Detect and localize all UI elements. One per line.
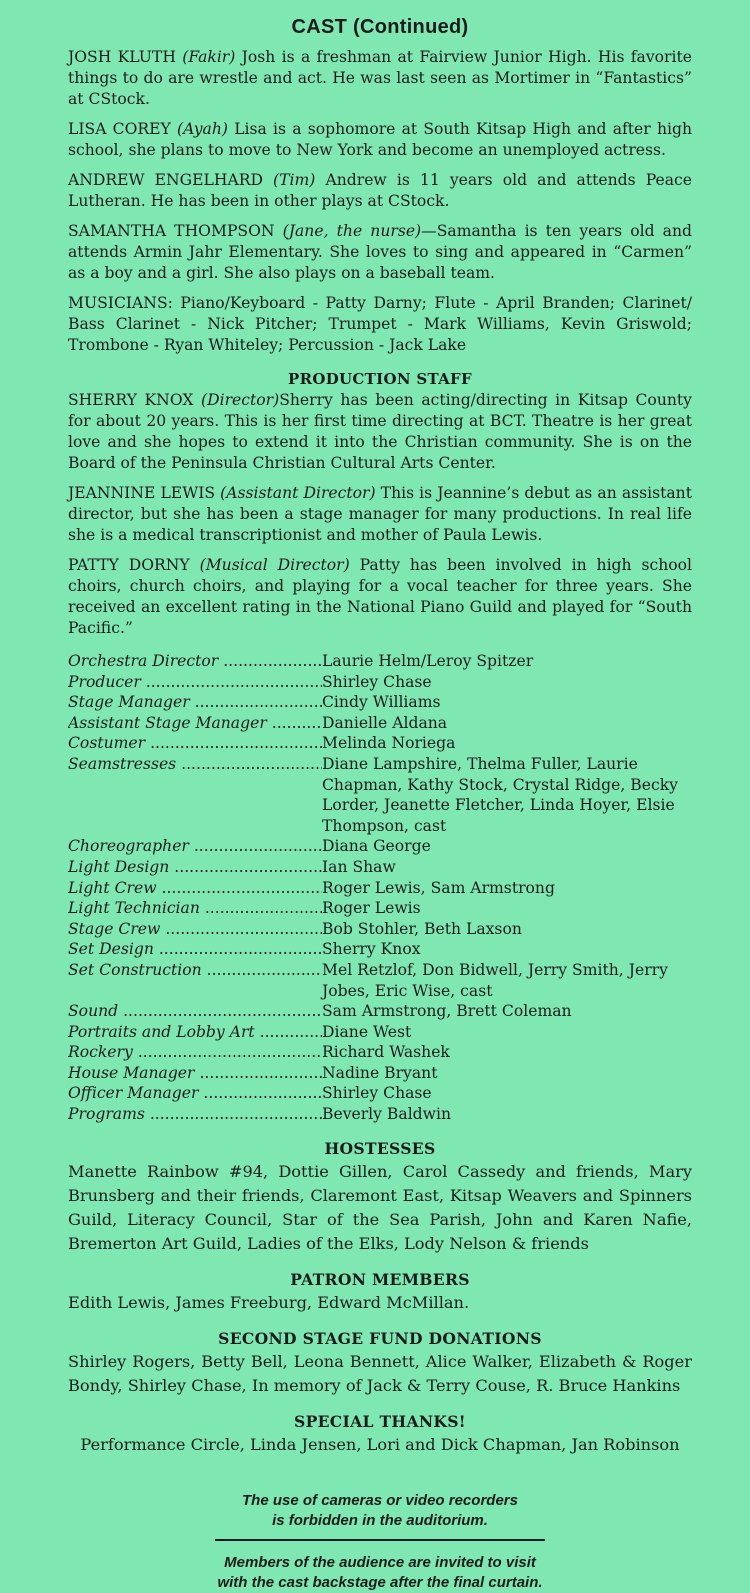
divider-rule	[215, 1539, 545, 1541]
cast-bio	[68, 170, 692, 212]
staff-credit-names: Sam Armstrong, Brett Coleman	[322, 1002, 572, 1021]
staff-credit-row	[68, 1022, 692, 1043]
staff-credit-row	[68, 1063, 692, 1084]
staff-credit-names: Laurie Helm/Leroy Spitzer	[322, 652, 534, 670]
hostesses-heading: HOSTESSES	[324, 1138, 436, 1158]
staff-credit-names: Melinda Noriega	[322, 734, 456, 753]
staff-credit-names: Sherry Knox	[322, 940, 421, 959]
staff-name: SHERRY KNOX	[68, 391, 194, 409]
cast-bio-text: Andrew is 11 years old and attends Peace Lutheran. He has been in other plays at CStock.	[68, 171, 692, 210]
staff-credit-role: Seamstresses .....	[68, 754, 322, 836]
staff-bio	[68, 555, 692, 639]
staff-credit-row	[68, 651, 692, 672]
staff-credit-row	[68, 672, 692, 693]
staff-credit-names: Diane Lampshire, Thelma Fuller, Laurie Chapman, Kathy Stock, Crystal Ridge, Becky Lorder, Jeanette Fletcher, Linda Hoyer, Elsie Thompson, cast	[322, 754, 678, 835]
staff-credit-role: Costumer .....	[68, 733, 322, 754]
staff-credit-names: Bob Stohler, Beth Laxson	[322, 919, 522, 938]
staff-credit-names: Beverly Baldwin	[322, 1105, 452, 1124]
staff-bio-role: (Musical Director)	[199, 556, 350, 574]
backstage-notice-line: Members of the audience are invited to visit	[224, 1553, 536, 1571]
cast-bio	[68, 221, 692, 284]
cast-name: LISA COREY	[68, 120, 171, 138]
camera-notice-line: is forbidden in the auditorium.	[272, 1511, 488, 1529]
staff-credit-row	[68, 1001, 692, 1022]
special-thanks-list: Performance Circle, Linda Jensen, Lori and Dick Chapman, Jan Robinson	[80, 1434, 680, 1454]
cast-list	[68, 47, 692, 356]
staff-credit-row	[68, 878, 692, 899]
staff-name: PATTY DORNY	[68, 556, 190, 574]
cast-name: JOSH KLUTH	[68, 48, 176, 66]
cast-bio-text: Lisa is a sophomore at South Kitsap High and after high school, she plans to move to New York and become an unemployed actress.	[68, 120, 693, 159]
cast-role: (Fakir)	[182, 48, 236, 66]
donations-list: Shirley Rogers, Betty Bell, Leona Bennett, Alice Walker, Elizabeth & Roger Bondy, Shirley Chase, In memory of Jack & Terry Couse, R. Bruce Hankins	[68, 1351, 692, 1395]
staff-bio-role: (Director)	[201, 391, 280, 409]
musicians-list: MUSICIANS: Piano/Keyboard - Patty Darny; Flute - April Branden; Clarinet/ Bass Clarinet - Nick Pitcher; Trumpet - Mark Williams, Kevin Griswold; Trombone - Ryan Whiteley; Percussion - Jack Lake	[68, 294, 692, 354]
staff-credit-role: Stage Manager .....	[68, 692, 322, 713]
cast-bio	[68, 119, 692, 161]
cast-role: (Jane, the nurse)	[282, 222, 422, 240]
page-title: CAST (Continued)	[291, 16, 469, 38]
special-thanks-heading: SPECIAL THANKS!	[294, 1411, 466, 1431]
production-staff-heading: PRODUCTION STAFF	[288, 370, 472, 388]
cast-bio-text: —Samantha is ten years old and attends Armin Jahr Elementary. She loves to sing and appeared in “Carmen” as a boy and a girl. She also plays on a baseball team.	[68, 222, 693, 282]
staff-bio-role: (Assistant Director)	[220, 484, 376, 502]
staff-credit-row	[68, 692, 692, 713]
staff-credit-role: Officer Manager .....	[68, 1083, 322, 1104]
staff-bio-text: This is Jeannine’s debut as an assistant director, but she has been a stage manager for many productions. In real life she is a medical transcriptionist and mother of Paula Lewis.	[68, 484, 692, 544]
staff-credit-role: Set Construction .....	[68, 960, 322, 1001]
staff-credit-names: Roger Lewis	[322, 899, 421, 918]
staff-credit-names: Shirley Chase	[322, 1084, 432, 1103]
staff-credit-names: Roger Lewis, Sam Armstrong	[322, 878, 555, 897]
staff-credit-row	[68, 836, 692, 857]
staff-credit-row	[68, 733, 692, 754]
patron-members-list: Edith Lewis, James Freeburg, Edward McMillan.	[68, 1292, 470, 1312]
staff-credit-role: Set Design .....	[68, 939, 322, 960]
staff-credit-names: Shirley Chase	[322, 672, 432, 691]
staff-credit-names: Cindy Williams	[322, 693, 441, 712]
staff-bio-text: Patty has been involved in high school choirs, church choirs, and playing for a vocal teacher for three years. She received an excellent rating in the National Piano Guild and played for “South Pacific.”	[68, 556, 693, 637]
staff-credit-row	[68, 919, 692, 940]
cast-role: (Ayah)	[177, 120, 228, 138]
staff-credit-role: Light Technician .....	[68, 898, 322, 919]
cast-name: ANDREW ENGELHARD	[68, 171, 263, 189]
staff-credit-row	[68, 713, 692, 734]
staff-bios	[68, 390, 692, 639]
backstage-notice	[68, 1553, 692, 1593]
staff-credit-role: Portraits and Lobby Art .....	[68, 1022, 322, 1043]
staff-credit-role: Assistant Stage Manager .....	[68, 713, 322, 734]
staff-credit-role: Programs .....	[68, 1104, 322, 1125]
staff-credit-role: Light Design .....	[68, 857, 322, 878]
staff-credit-row	[68, 960, 692, 1001]
staff-credit-role: Producer .....	[68, 672, 322, 693]
staff-credit-row	[68, 1042, 692, 1063]
camera-notice	[68, 1491, 692, 1531]
staff-bio	[68, 390, 692, 474]
staff-credit-role: Sound .....	[68, 1001, 322, 1022]
cast-bio	[68, 47, 692, 110]
staff-credit-names: Diane West	[322, 1022, 412, 1041]
staff-credit-role: Light Crew .....	[68, 878, 322, 899]
cast-role: (Tim)	[273, 171, 316, 189]
staff-name: JEANNINE LEWIS	[68, 484, 216, 502]
staff-credit-names: Ian Shaw	[322, 857, 396, 876]
staff-credit-names: Richard Washek	[322, 1043, 450, 1062]
staff-credits-list	[68, 651, 692, 1125]
staff-bio	[68, 483, 692, 546]
camera-notice-line: The use of cameras or video recorders	[242, 1491, 518, 1509]
cast-name: SAMANTHA THOMPSON	[68, 222, 275, 240]
staff-credit-row	[68, 857, 692, 878]
staff-credit-names: Diana George	[322, 837, 431, 856]
patron-members-heading: PATRON MEMBERS	[290, 1269, 470, 1289]
staff-credit-row	[68, 939, 692, 960]
hostesses-list: Manette Rainbow #94, Dottie Gillen, Carol Cassedy and friends, Mary Brunsberg and their friends, Claremont East, Kitsap Weavers and Spinners Guild, Literacy Council, Star of the Sea Parish, John and Karen Nafie, Bremerton Art Guild, Ladies of the Elks, Lody Nelson & friends	[68, 1161, 692, 1253]
staff-credit-names: Danielle Aldana	[322, 713, 448, 732]
staff-credit-names: Nadine Bryant	[322, 1063, 438, 1082]
staff-credit-row	[68, 898, 692, 919]
staff-credit-row	[68, 1104, 692, 1125]
staff-credit-role: Orchestra Director .....	[68, 651, 322, 672]
staff-credit-role: Stage Crew .....	[68, 919, 322, 940]
donations-heading: SECOND STAGE FUND DONATIONS	[218, 1328, 542, 1348]
staff-credit-names: Mel Retzlof, Don Bidwell, Jerry Smith, Jerry Jobes, Eric Wise, cast	[322, 960, 668, 1000]
staff-bio-text: Sherry has been acting/directing in Kitsap County for about 20 years. This is her first time directing at BCT. Theatre is her great love and she hopes to extend it into the Christian community. She is on the Board of the Peninsula Christian Cultural Arts Center.	[68, 391, 692, 472]
staff-credit-row	[68, 1083, 692, 1104]
staff-credit-role: Rockery .....	[68, 1042, 322, 1063]
staff-credit-role: House Manager .....	[68, 1063, 322, 1084]
staff-credit-row	[68, 754, 692, 836]
backstage-notice-line: with the cast backstage after the final curtain.	[217, 1573, 543, 1591]
cast-bio-text: Josh is a freshman at Fairview Junior High. His favorite things to do are wrestle and act. He was last seen as Mortimer in “Fantastics” at CStock.	[68, 48, 692, 108]
staff-credit-role: Choreographer .....	[68, 836, 322, 857]
